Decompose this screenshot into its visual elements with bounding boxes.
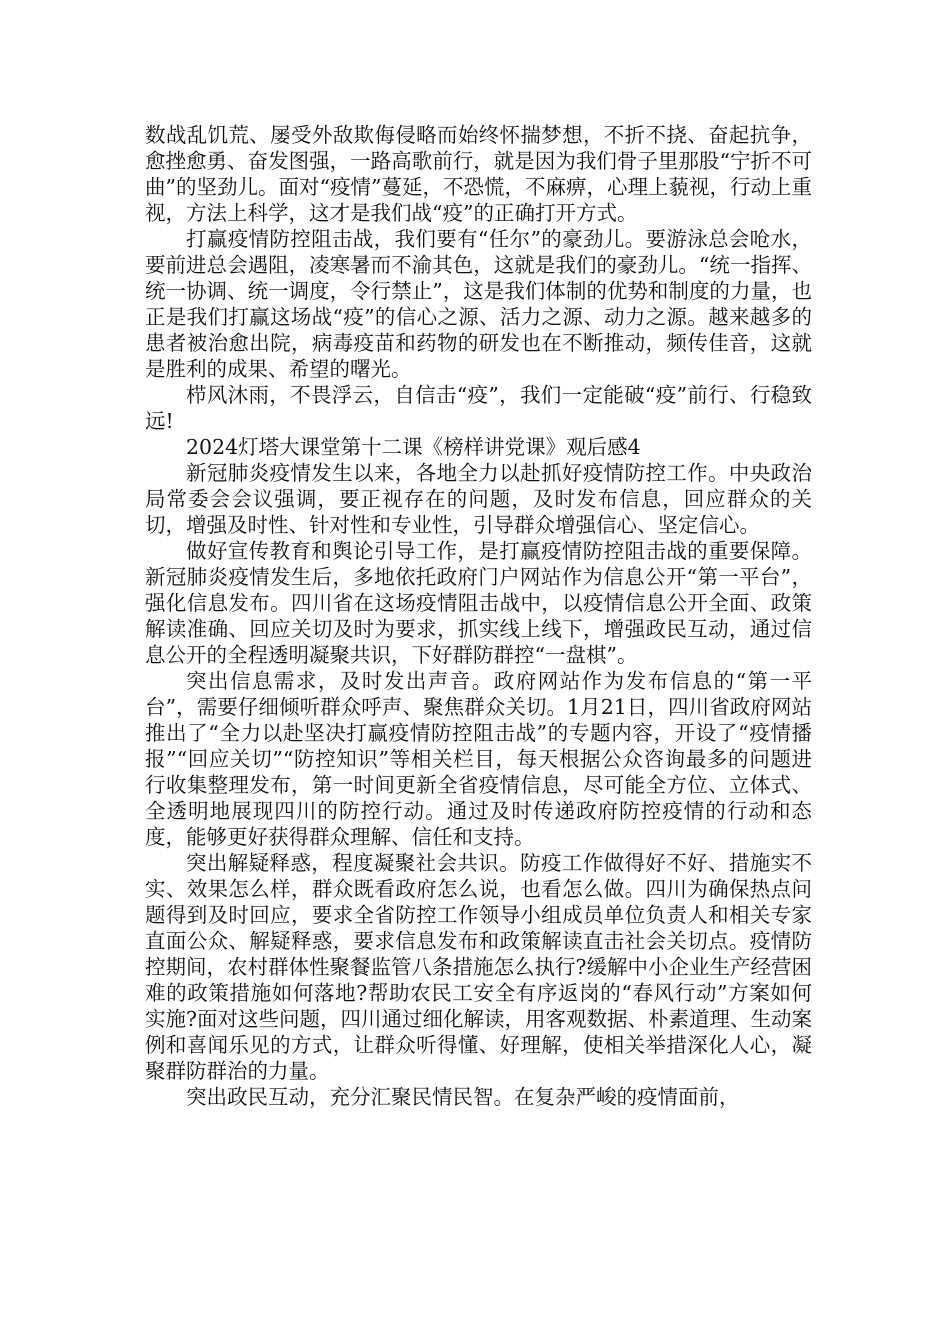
section-heading: 2024灯塔大课堂第十二课《榜样讲党课》观后感4 [186,435,641,459]
paragraph: 打赢疫情防控阻击战，我们要有“任尔”的豪劲儿。要游泳总会呛水，要前进总会遇阻，凌寒暑而不渝其色，这就是我们的豪劲儿。“统一指挥、统一协调、统一调度，令行禁止”，这是我们体制的优势和制度的力量，也正是我们打赢这场战“疫”的信心之源、活力之源、动力之源。越来越多的患者被治愈出院，病毒疫苗和药物的研发也在不断推动，频传佳音，这就是胜利的成果、希望的曙光。 [145,227,812,381]
paragraph: 突出政民互动，充分汇聚民情民智。在复杂严峻的疫情面前， [186,1085,740,1109]
paragraph: 突出解疑释惑，程度凝聚社会共识。防疫工作做得好不好、措施实不实、效果怎么样，群众既看政府怎么说，也看怎么做。四川为确保热点问题得到及时回应，要求全省防控工作领导小组成员单位负责人和相关专家直面公众、解疑释惑，要求信息发布和政策解读直击社会关切点。疫情防控期间，农村群体性聚餐监管八条措施怎么执行?缓解中小企业生产经营困难的政策措施如何落地?帮助农民工安全有序返岗的“春风行动”方案如何实施?面对这些问题，四川通过细化解读，用客观数据、朴素道理、生动案例和喜闻乐见的方式，让群众听得懂、好理解，使相关举措深化人心，凝聚群防群治的力量。 [145,851,812,1083]
document-page [145,122,812,1110]
paragraph: 数战乱饥荒、屡受外敌欺侮侵略而始终怀揣梦想，不折不挠、奋起抗争，愈挫愈勇、奋发图强，一路高歌前行，就是因为我们骨子里那股“宁折不可曲”的坚劲儿。面对“疫情”蔓延，不恐慌，不麻痹，心理上藐视，行动上重视，方法上科学，这才是我们战“疫”的正确打开方式。 [145,123,812,225]
paragraph: 做好宣传教育和舆论引导工作，是打赢疫情防控阻击战的重要保障。新冠肺炎疫情发生后，多地依托政府门户网站作为信息公开“第一平台”，强化信息发布。四川省在这场疫情阻击战中，以疫情信息公开全面、政策解读准确、回应关切及时为要求，抓实线上线下，增强政民互动，通过信息公开的全程透明凝聚共识，下好群防群控“一盘棋”。 [145,539,812,667]
paragraph: 突出信息需求，及时发出声音。政府网站作为发布信息的“第一平台”，需要仔细倾听群众呼声、聚焦群众关切。1月21日，四川省政府网站推出了“全力以赴坚决打赢疫情防控阻击战”的专题内容，开设了“疫情播报”“回应关切”“防控知识”等相关栏目，每天根据公众咨询最多的问题进行收集整理发布，第一时间更新全省疫情信息，尽可能全方位、立体式、全透明地展现四川的防控行动。通过及时传递政府防控疫情的行动和态度，能够更好获得群众理解、信任和支持。 [145,669,812,849]
paragraph: 新冠肺炎疫情发生以来，各地全力以赴抓好疫情防控工作。中央政治局常委会会议强调，要正视存在的问题，及时发布信息，回应群众的关切，增强及时性、针对性和专业性，引导群众增强信心、坚定信心。 [145,461,812,537]
paragraph: 栉风沐雨，不畏浮云，自信击“疫”，我们一定能破“疫”前行、行稳致远! [145,383,812,433]
